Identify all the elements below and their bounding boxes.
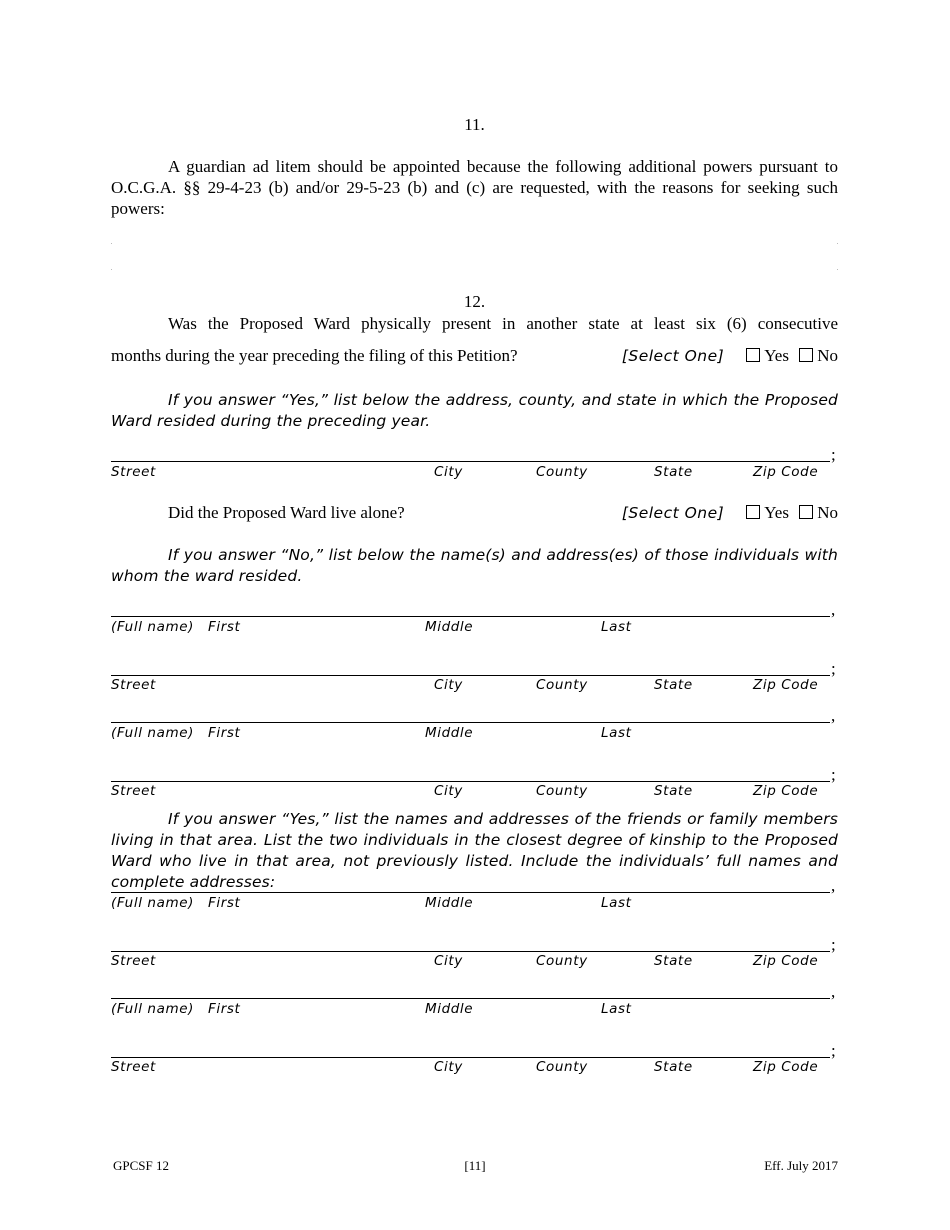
blank-marker: [837, 243, 838, 244]
street-label: Street: [111, 464, 156, 480]
zip-code-label: Zip Code: [753, 783, 819, 799]
state-label: State: [654, 1059, 693, 1075]
city-label: City: [434, 1059, 463, 1075]
street-label: Street: [111, 783, 156, 799]
first-name-label: First: [208, 1001, 241, 1017]
full-name-label: (Full name): [111, 1001, 194, 1017]
first-name-label: First: [208, 619, 241, 635]
street-label: Street: [111, 677, 156, 693]
first-name-label: First: [208, 895, 241, 911]
state-label: State: [654, 783, 693, 799]
state-label: State: [654, 953, 693, 969]
blank-marker: [837, 269, 838, 270]
county-label: County: [536, 464, 588, 480]
yes-label: Yes: [764, 503, 789, 522]
section-11-paragraph: A guardian ad litem should be appointed because the following additional powers pursuant to O.C.G.A. §§ 29-4-23 (b) and/or 29-5-23 (b) and (c) are requested, with the reasons for seeking such powers:: [111, 157, 838, 218]
yes-checkbox[interactable]: [746, 348, 760, 362]
last-name-label: Last: [601, 619, 632, 635]
city-label: City: [434, 464, 463, 480]
yes-checkbox[interactable]: [746, 505, 760, 519]
full-name-label: (Full name): [111, 619, 194, 635]
footer-effective-date: Eff. July 2017: [764, 1158, 838, 1173]
line-punctuation: ,: [831, 706, 836, 725]
relative-2-address-line[interactable]: [111, 1057, 830, 1058]
middle-name-label: Middle: [425, 725, 474, 741]
line-punctuation: ;: [831, 935, 836, 954]
street-label: Street: [111, 953, 156, 969]
county-label: County: [536, 677, 588, 693]
if-yes-address-instruction: If you answer “Yes,” list below the address, county, and state in which the Proposed Ward resided during the preceding year.: [111, 391, 838, 430]
if-yes-relatives-instruction: If you answer “Yes,” list the names and addresses of the friends or family members living in that area. List the two individuals in the closest degree of kinship to the Proposed Ward who live in that area, not previously listed. Include the individuals’ full names and complete addresses:: [111, 810, 838, 891]
footer-form-id: GPCSF 12: [113, 1158, 169, 1173]
city-label: City: [434, 677, 463, 693]
county-label: County: [536, 783, 588, 799]
last-name-label: Last: [601, 725, 632, 741]
city-label: City: [434, 783, 463, 799]
yes-label: Yes: [764, 346, 789, 365]
section-11-number: 11.: [464, 115, 485, 134]
blank-marker: [111, 243, 112, 244]
cohabitant-2-name-line[interactable]: [111, 722, 830, 723]
city-label: City: [434, 953, 463, 969]
no-label: No: [817, 346, 838, 365]
first-name-label: First: [208, 725, 241, 741]
residency-question-line2: months during the year preceding the filing of this Petition?: [111, 346, 518, 365]
state-label: State: [654, 464, 693, 480]
relative-1-name-line[interactable]: [111, 892, 830, 893]
last-name-label: Last: [601, 895, 632, 911]
street-label: Street: [111, 1059, 156, 1075]
select-one-label: [Select One]: [621, 347, 725, 365]
residence-address-line[interactable]: [111, 461, 830, 462]
cohabitant-1-address-line[interactable]: [111, 675, 830, 676]
county-label: County: [536, 953, 588, 969]
zip-code-label: Zip Code: [753, 677, 819, 693]
zip-code-label: Zip Code: [753, 1059, 819, 1075]
cohabitant-1-name-line[interactable]: [111, 616, 830, 617]
section-12-number: 12.: [463, 292, 486, 311]
line-punctuation: ;: [831, 445, 836, 464]
line-punctuation: ,: [831, 876, 836, 895]
blank-marker: [111, 269, 112, 270]
state-label: State: [654, 677, 693, 693]
zip-code-label: Zip Code: [753, 953, 819, 969]
no-checkbox[interactable]: [799, 505, 813, 519]
relative-1-address-line[interactable]: [111, 951, 830, 952]
select-one-label: [Select One]: [621, 504, 725, 522]
footer-page-number: [11]: [464, 1158, 486, 1173]
if-no-cohabitants-instruction: If you answer “No,” list below the name(s) and address(es) of those individuals with whom the ward resided.: [111, 546, 838, 585]
residency-question-line1: Was the Proposed Ward physically present in another state at least six (6) consecutive: [168, 314, 838, 333]
line-punctuation: ,: [831, 600, 836, 619]
full-name-label: (Full name): [111, 725, 194, 741]
last-name-label: Last: [601, 1001, 632, 1017]
live-alone-question: Did the Proposed Ward live alone?: [168, 503, 405, 522]
county-label: County: [536, 1059, 588, 1075]
no-checkbox[interactable]: [799, 348, 813, 362]
middle-name-label: Middle: [425, 895, 474, 911]
line-punctuation: ,: [831, 982, 836, 1001]
line-punctuation: ;: [831, 1041, 836, 1060]
cohabitant-2-address-line[interactable]: [111, 781, 830, 782]
live-alone-select-group: [622, 502, 838, 524]
middle-name-label: Middle: [425, 619, 474, 635]
residency-select-group: [622, 345, 838, 367]
full-name-label: (Full name): [111, 895, 194, 911]
line-punctuation: ;: [831, 765, 836, 784]
middle-name-label: Middle: [425, 1001, 474, 1017]
relative-2-name-line[interactable]: [111, 998, 830, 999]
zip-code-label: Zip Code: [753, 464, 819, 480]
no-label: No: [817, 503, 838, 522]
line-punctuation: ;: [831, 659, 836, 678]
